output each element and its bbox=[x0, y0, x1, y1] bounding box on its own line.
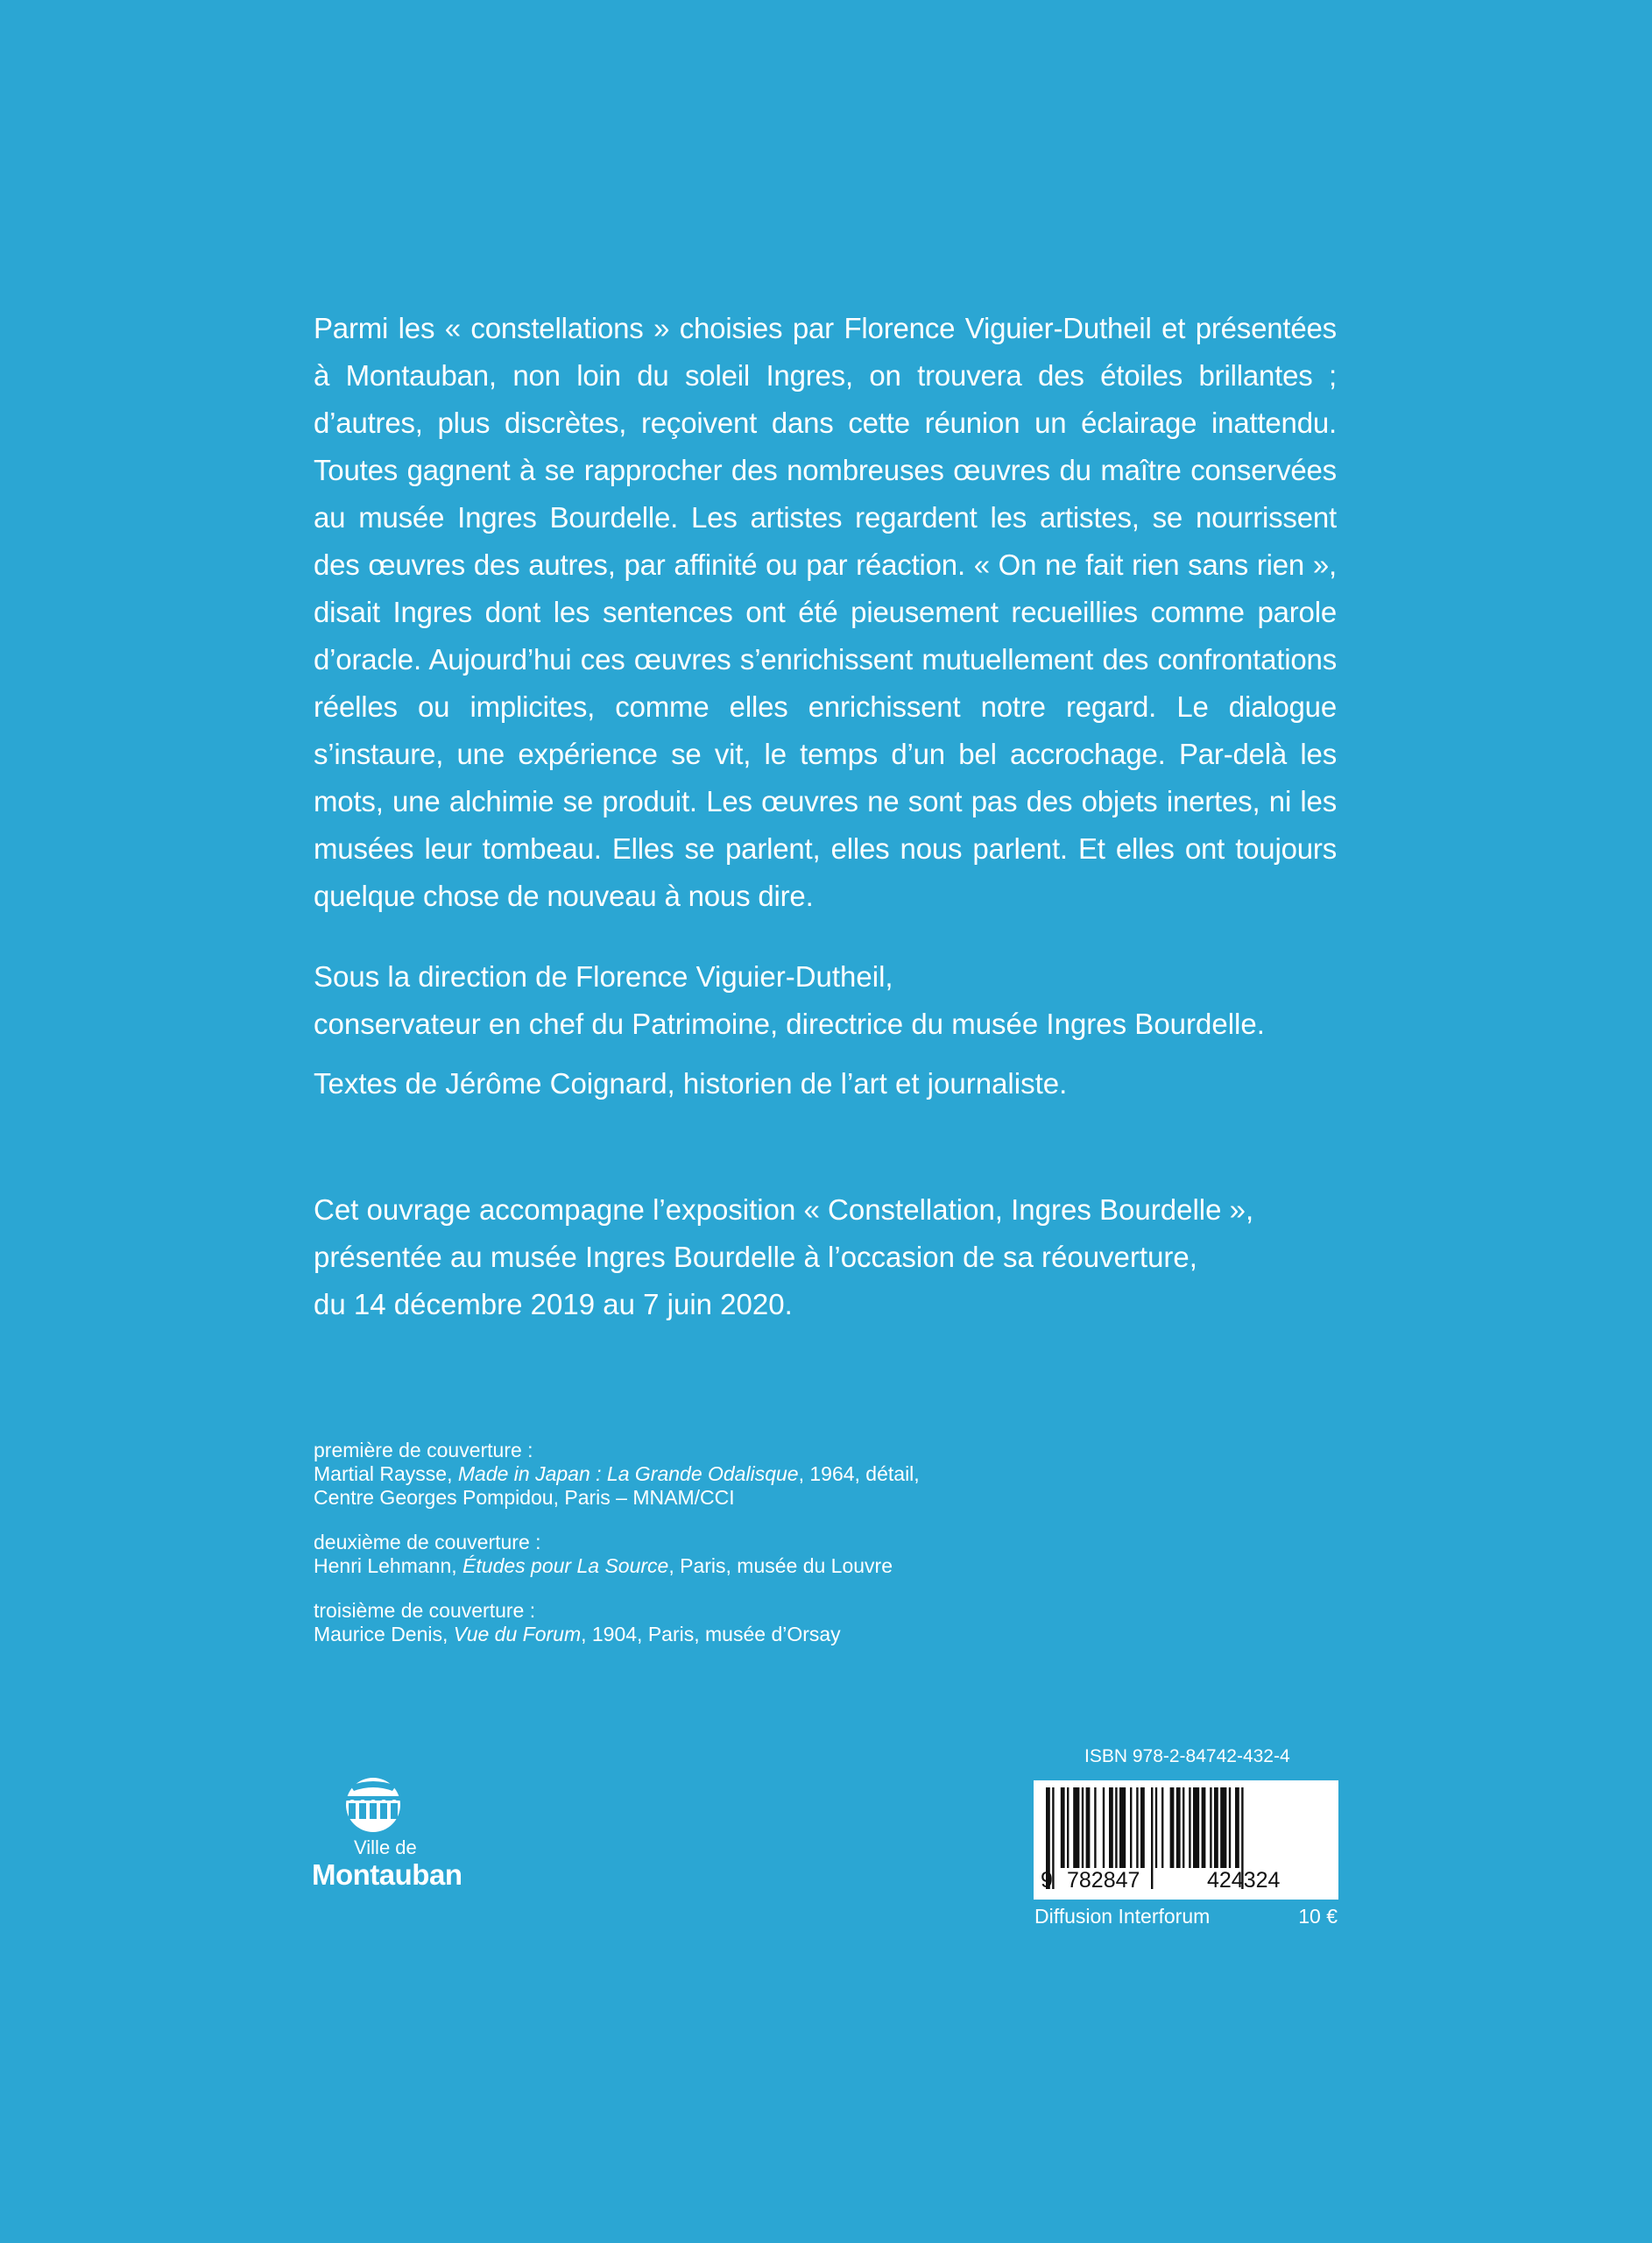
distributor-name: Diffusion Interforum bbox=[1034, 1905, 1211, 1928]
barcode-bar bbox=[1140, 1787, 1145, 1868]
second-cover-details: , Paris, musée du Louvre bbox=[668, 1554, 893, 1577]
isbn-barcode bbox=[1034, 1780, 1338, 1900]
third-cover-credit bbox=[314, 1599, 1102, 1646]
barcode-bar bbox=[1210, 1787, 1211, 1868]
third-cover-details: , 1904, Paris, musée d’Orsay bbox=[581, 1623, 841, 1645]
barcode-bar bbox=[1073, 1787, 1079, 1868]
barcode-bar bbox=[1082, 1787, 1084, 1868]
barcode-bar bbox=[1094, 1787, 1096, 1868]
direction-line-1: Sous la direction de Florence Viguier-Dutheil, bbox=[314, 960, 893, 993]
barcode-bar bbox=[1086, 1787, 1091, 1868]
first-cover-credit bbox=[314, 1439, 1102, 1510]
barcode-bar bbox=[1202, 1787, 1206, 1868]
barcode-bar bbox=[1061, 1787, 1065, 1868]
first-cover-label: première de couverture : bbox=[314, 1439, 533, 1461]
first-cover-details: , 1964, détail, bbox=[798, 1462, 920, 1485]
barcode-bar bbox=[1115, 1787, 1117, 1868]
first-cover-location: Centre Georges Pompidou, Paris – MNAM/CCI bbox=[314, 1486, 735, 1509]
exhibition-section bbox=[314, 1186, 1452, 1328]
first-cover-title: Made in Japan : La Grande Odalisque bbox=[457, 1462, 799, 1485]
isbn-number: ISBN 978-2-84742-432-4 bbox=[1084, 1746, 1290, 1766]
logo-line-1: Ville de bbox=[354, 1836, 417, 1858]
second-cover-line bbox=[314, 1554, 1102, 1578]
barcode-digit-group-2: 424324 bbox=[1207, 1868, 1281, 1893]
second-cover-artist: Henri Lehmann, bbox=[314, 1554, 463, 1577]
barcode-bar bbox=[1235, 1787, 1239, 1868]
second-cover-title: Études pour La Source bbox=[462, 1554, 669, 1577]
barcode-bar bbox=[1229, 1787, 1231, 1868]
texts-credit: Textes de Jérôme Coignard, historien de l’art et journaliste. bbox=[314, 1067, 1068, 1100]
barcode-bar bbox=[1189, 1787, 1190, 1868]
second-cover-label: deuxième de couverture : bbox=[314, 1531, 541, 1553]
third-cover-artist: Maurice Denis, bbox=[314, 1623, 454, 1645]
direction-line-2: conservateur en chef du Patrimoine, directrice du musée Ingres Bourdelle. bbox=[314, 1008, 1265, 1040]
barcode-bar bbox=[1103, 1787, 1105, 1868]
barcode-bar bbox=[1130, 1787, 1132, 1868]
barcode-bar bbox=[1214, 1787, 1218, 1868]
barcode-digit-group-1: 782847 bbox=[1067, 1868, 1140, 1893]
third-cover-title: Vue du Forum bbox=[453, 1623, 582, 1645]
barcode-bar bbox=[1176, 1787, 1181, 1868]
cover-credits bbox=[314, 1439, 1102, 1667]
exhibition-line-3: du 14 décembre 2019 au 7 juin 2020. bbox=[314, 1288, 793, 1320]
third-cover-line bbox=[314, 1623, 1102, 1646]
barcode-bar bbox=[1161, 1787, 1163, 1868]
barcode-bar bbox=[1136, 1787, 1138, 1868]
barcode-bar bbox=[1183, 1787, 1184, 1868]
barcode-bar bbox=[1170, 1787, 1175, 1868]
barcode-bar bbox=[1155, 1787, 1157, 1868]
barcode-bar bbox=[1067, 1787, 1069, 1868]
logo-line-2: Montauban bbox=[312, 1858, 462, 1891]
back-cover-description: Parmi les « constellations » choisies par Florence Viguier-Dutheil et présentées à Montauban, non loin du soleil Ingres, on trouvera des étoiles brillantes ; d’autres, plus discrètes, reçoivent dans cette réunion un éclairage inattendu. Toutes gagnent à se rapprocher des nombreuses œuvres du maître conservées au musée Ingres Bourdelle. Les artistes regardent les artistes, se nourrissent des œuvres des autres, par affinité ou par réaction. « On ne fait rien sans rien », disait Ingres dont les sentences ont été pieusement recueillies comme parole d’oracle. Aujourd’hui ces œuvres s’enrichissent mutuellement des confrontations réelles ou implicites, comme elles enrichissent notre regard. Le dialogue s’instaure, une expérience se vit, le temps d’un bel accrochage. Par-delà les mots, une alchimie se produit. Les œuvres ne sont pas des objets inertes, ni les musées leur tombeau. Elles se parlent, elles nous parlent. Et elles ont toujours quelque chose de nouveau à nous dire. bbox=[314, 312, 1337, 912]
barcode-digit-first: 9 bbox=[1041, 1868, 1053, 1893]
barcode-bar bbox=[1109, 1787, 1113, 1868]
barcode-bar bbox=[1220, 1787, 1226, 1868]
credits-section bbox=[314, 953, 1452, 1107]
distribution-info bbox=[1034, 1905, 1338, 1928]
price-label: 10 € bbox=[1298, 1905, 1338, 1928]
montauban-bridge-logo-icon bbox=[338, 1777, 408, 1833]
first-cover-artist: Martial Raysse, bbox=[314, 1462, 458, 1485]
second-cover-credit bbox=[314, 1531, 1102, 1578]
ville-de-montauban-logo bbox=[312, 1777, 466, 1907]
exhibition-line-1: Cet ouvrage accompagne l’exposition « Constellation, Ingres Bourdelle », bbox=[314, 1193, 1254, 1226]
barcode-bar bbox=[1119, 1787, 1126, 1868]
barcode-bar bbox=[1151, 1787, 1153, 1889]
exhibition-line-2: présentée au musée Ingres Bourdelle à l’occasion de sa réouverture, bbox=[314, 1241, 1197, 1273]
first-cover-line bbox=[314, 1462, 1102, 1486]
barcode-bar bbox=[1193, 1787, 1199, 1868]
third-cover-label: troisième de couverture : bbox=[314, 1599, 536, 1622]
